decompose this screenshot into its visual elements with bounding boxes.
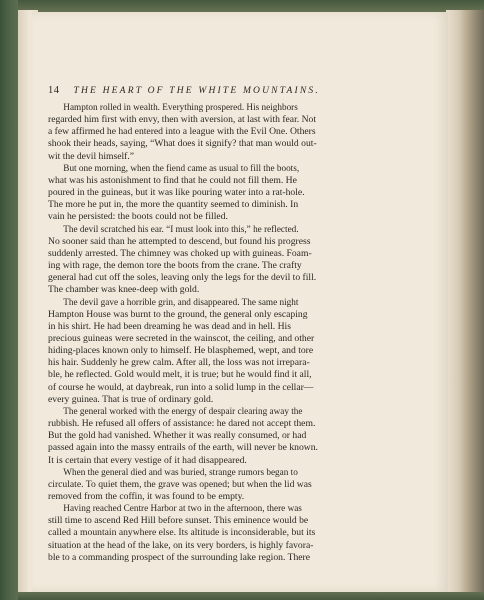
- text-line: his hair. Suddenly he grew calm. After all, the loss was not irrepara-: [48, 357, 310, 369]
- text-line: The devil scratched his ear. “I must look into this,” he reflected.: [63, 223, 299, 235]
- text-line: rubbish. He refused all offers of assistance: he dared not accept them.: [48, 418, 316, 430]
- paragraph: [48, 406, 418, 467]
- text-line: passed again into the massy entrails of the earth, will never be known.: [48, 442, 318, 454]
- text-line: precious guineas were secreted in the wainscot, the ceiling, and other: [48, 332, 315, 344]
- paragraph: [48, 467, 418, 503]
- text-line: general had cut off the soles, leaving only the legs for the devil to fill.: [48, 272, 317, 284]
- text-line: The general worked with the energy of despair clearing away the: [63, 405, 303, 417]
- paragraph: [48, 163, 418, 224]
- text-line: It is certain that every vestige of it had disappeared.: [48, 454, 247, 466]
- text-line: called a mountain anywhere else. Its altitude is inconsiderable, but its: [48, 527, 316, 539]
- text-line: poured in the guineas, but it was like pouring water into a rat-hole.: [48, 187, 305, 199]
- text-line: No sooner said than he attempted to descend, but found his progress: [48, 235, 311, 247]
- text-line: still time to ascend Red Hill before sunset. This eminence would be: [48, 515, 309, 527]
- text-line: hiding-places known only to himself. He blasphemed, wept, and tore: [48, 345, 314, 357]
- text-line: ble, he reflected. Gold would melt, it is true; but he would find it all,: [48, 369, 312, 381]
- text-line: Hampton House was burnt to the ground, the general only escaping: [48, 308, 308, 320]
- text-line: every guinea. That is true of ordinary gold.: [48, 393, 214, 405]
- text-line: ing with rage, the demon tore the boots from the crane. The crafty: [48, 260, 302, 272]
- text-line: regarded him first with envy, then with aversion, at last with fear. Not: [48, 114, 317, 126]
- paragraph: [48, 503, 418, 564]
- text-line: The more he put in, the more the quantity seemed to diminish. In: [48, 199, 299, 211]
- page-number: 14: [48, 85, 60, 96]
- text-line: wit the devil himself.”: [48, 150, 135, 162]
- text-line: The devil gave a horrible grin, and disappeared. The same night: [63, 296, 299, 308]
- running-head: THE HEART OF THE WHITE MOUNTAINS.: [73, 86, 320, 96]
- page-header: [48, 80, 408, 98]
- text-line: situation at the head of the lake, on its very borders, is highly favora-: [48, 539, 314, 551]
- text-line: But the gold had vanished. Whether it was really consumed, or had: [48, 430, 307, 442]
- paragraph: [48, 224, 418, 297]
- text-line: ble to a commanding prospect of the surrounding lake region. There: [48, 551, 311, 563]
- paragraph: [48, 102, 418, 163]
- text-line: in his shirt. He had been dreaming he was dead and in hell. His: [48, 320, 291, 332]
- text-line: But one morning, when the fiend came as usual to fill the boots,: [63, 162, 300, 174]
- text-line: of course he would, at daybreak, run into a solid lump in the cellar—: [48, 381, 314, 393]
- text-line: removed from the coffin, it was found to be empty.: [48, 491, 245, 502]
- text-line: suddenly arrested. The chimney was choked up with guineas. Foam-: [48, 247, 312, 259]
- text-line: Having reached Centre Harbor at two in the afternoon, there was: [63, 503, 302, 515]
- text-line: When the general died and was buried, strange rumors began to: [63, 466, 298, 478]
- text-line: Hampton rolled in wealth. Everything prospered. His neighbors: [63, 102, 298, 113]
- body-text: [48, 102, 418, 564]
- text-line: what was his astonishment to find that he could not fill them. He: [48, 174, 297, 186]
- book-cover-edge-left: [0, 0, 18, 600]
- text-line: The chamber was knee-deep with gold.: [48, 284, 200, 296]
- text-line: circulate. To quiet them, the grave was opened; but when the lid was: [48, 478, 312, 490]
- paragraph: [48, 297, 418, 406]
- text-line: vain he persisted: the boots could not be filled.: [48, 211, 228, 223]
- text-line: shook their heads, saying, “What does it signify? that man would out-: [48, 138, 317, 150]
- book-gutter: [446, 10, 484, 592]
- text-line: a few affirmed he had entered into a league with the Evil One. Others: [48, 126, 316, 138]
